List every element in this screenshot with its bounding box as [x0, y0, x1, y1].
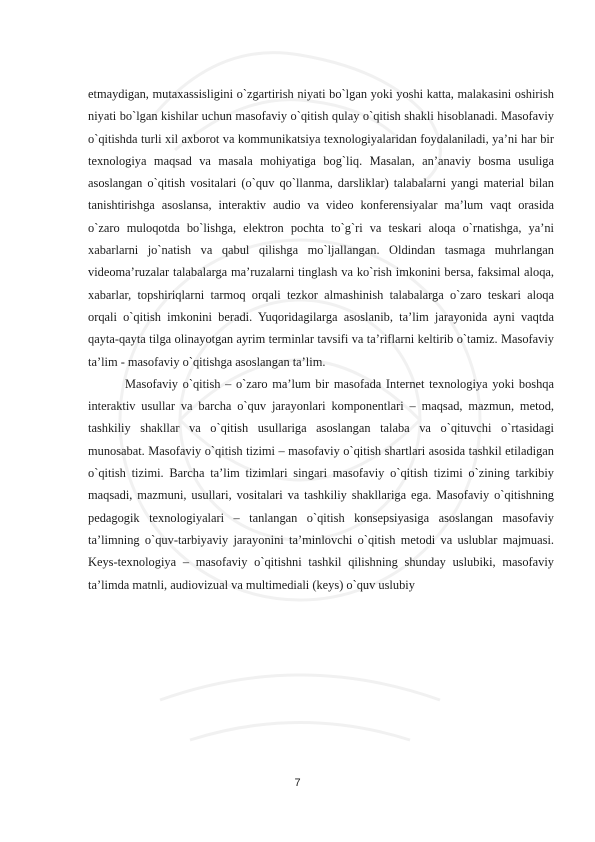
page-number: 7	[294, 777, 301, 789]
paragraph: Masofaviy o`qitish – o`zaro ma’lum bir masofada Internet texnologiya yoki boshqa interaktiv usullar va barcha o`quv jarayonlari komponentlari – maqsad, mazmun, metod, tashkiliy shakllar va o`qitish usullariga asoslangan talaba va o`qituvchi o`rtasidagi munosabat. Masofaviy o`qitish tizimi – masofaviy o`qitish shartlari asosida tashkil etiladigan o`qitish tizimi. Barcha ta’lim tizimlari singari masofaviy o`qitish tizimi o`zining tarkibiy maqsadi, mazmuni, usullari, vositalari va tashkiliy shakllariga ega. Masofaviy o`qitishning pedagogik texnologiyalari – tanlangan o`qitish konsepsiyasiga asoslangan masofaviy ta’limning o`quv-tarbiyaviy jarayonini ta’minlovchi o`qitish metodi va uslublar majmuasi. Keys-texnologiya – masofaviy o`qitishni tashkil qilishning shunday uslubiki, masofaviy ta’limda matnli, audiovizual va multimediali (keys) o`quv uslubiy	[88, 376, 554, 592]
body-text	[88, 83, 554, 596]
paragraph: etmaydigan, mutaxassisligini o`zgartirish niyati bo`lgan yoki yoshi katta, malakasini oshirish niyati bo`lgan kishilar uchun masofaviy o`qitish qulay o`qitish shakli hisoblanadi. Masofaviy o`qitishda turli xil axborot va kommunikatsiya texnologiyalaridan foydalaniladi, ya’ni har bir texnologiya maqsad va masala mohiyatiga bog`liq. Masalan, an’anaviy bosma usuliga asoslangan o`qitish vositalari (o`quv qo`llanma, darsliklar) talabalarni yangi material bilan tanishtirishga asoslansa, interaktiv audio va video konferensiyalar ma’lum vaqt orasida o`zaro muloqotda bo`lishga, elektron pochta to`g`ri va teskari aloqa o`rnatishga, ya’ni xabarlarni jo`natish va qabul qilishga mo`ljallangan. Oldindan tasmaga muhrlangan videoma’ruzalar talabalarga ma’ruzalarni tinglash va ko`rish imkonini bersa, faksimal aloqa, xabarlar, topshiriqlarni tarmoq orqali tezkor almashinish talabalarga o`zaro teskari aloqa orqali o`qitish imkonini beradi. Yuqoridagilarga asoslanib, ta’lim jarayonida ayni vaqtda qayta-qayta tilga olinayotgan ayrim terminlar tavsifi va ta’riflarni keltirib o`tamiz. Masofaviy ta’lim - masofaviy o`qitishga asoslangan ta’lim.	[88, 87, 554, 369]
